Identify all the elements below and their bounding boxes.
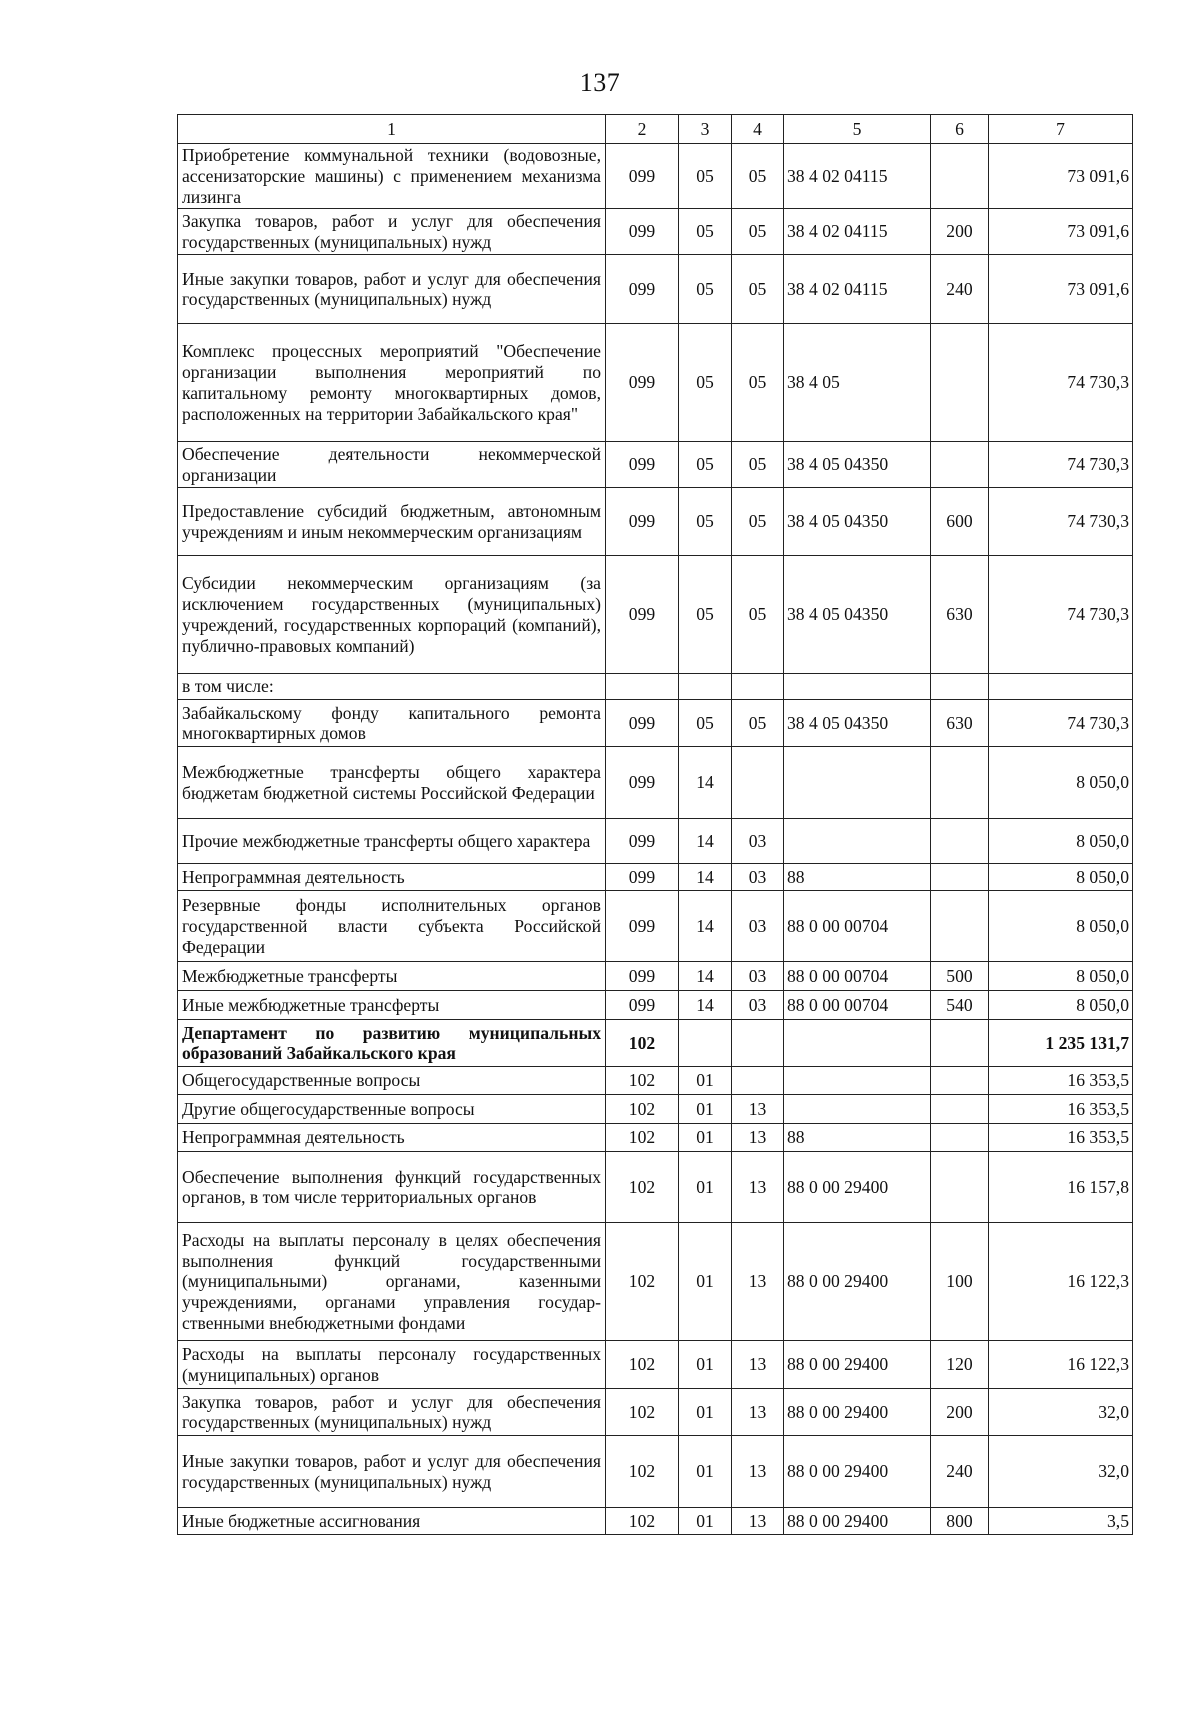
cell-amount: 32,0 (989, 1389, 1133, 1436)
cell-subsection: 03 (732, 891, 784, 962)
cell-ministry-code: 102 (606, 1020, 679, 1067)
cell-target-article (784, 1067, 931, 1095)
cell-subsection: 13 (732, 1095, 784, 1124)
cell-ministry-code: 099 (606, 819, 679, 864)
cell-expense-type: 800 (931, 1508, 989, 1535)
page-number: 137 (579, 68, 621, 97)
column-header: 7 (989, 115, 1133, 144)
cell-name: Приобретение коммунальной техники (водовозные, ассенизаторские машины) с применением механизма лизинга (178, 144, 606, 209)
cell-section: 01 (679, 1067, 732, 1095)
table-row (178, 1389, 1133, 1436)
header-row (178, 115, 1133, 144)
cell-amount: 16 157,8 (989, 1152, 1133, 1223)
cell-target-article: 38 4 02 04115 (784, 209, 931, 255)
cell-expense-type (931, 747, 989, 819)
cell-expense-type: 240 (931, 255, 989, 324)
cell-subsection: 13 (732, 1152, 784, 1223)
cell-target-article: 38 4 05 04350 (784, 488, 931, 556)
column-header: 2 (606, 115, 679, 144)
cell-expense-type: 540 (931, 991, 989, 1020)
table-row (178, 324, 1133, 442)
cell-expense-type: 200 (931, 1389, 989, 1436)
cell-expense-type: 500 (931, 962, 989, 991)
cell-amount: 8 050,0 (989, 991, 1133, 1020)
cell-expense-type: 600 (931, 488, 989, 556)
cell-target-article: 38 4 02 04115 (784, 255, 931, 324)
cell-expense-type: 630 (931, 700, 989, 747)
cell-section: 05 (679, 442, 732, 488)
table-row (178, 864, 1133, 891)
cell-target-article: 38 4 05 04350 (784, 700, 931, 747)
cell-ministry-code: 102 (606, 1095, 679, 1124)
cell-section: 01 (679, 1341, 732, 1389)
cell-expense-type (931, 324, 989, 442)
table-row (178, 556, 1133, 674)
cell-subsection: 05 (732, 700, 784, 747)
cell-name: Субсидии некоммерческим организациям (за исключением государственных (муниципальных) учреждений, государственных корпораций (компаний), публично-правовых компаний) (178, 556, 606, 674)
cell-amount: 73 091,6 (989, 209, 1133, 255)
cell-subsection: 03 (732, 819, 784, 864)
cell-target-article: 88 0 00 29400 (784, 1223, 931, 1341)
cell-target-article: 88 (784, 1124, 931, 1152)
table-row (178, 674, 1133, 700)
cell-section: 14 (679, 864, 732, 891)
table-row (178, 1223, 1133, 1341)
cell-ministry-code: 099 (606, 255, 679, 324)
cell-ministry-code: 102 (606, 1152, 679, 1223)
table-row (178, 1152, 1133, 1223)
cell-target-article (784, 819, 931, 864)
table-row (178, 255, 1133, 324)
cell-section: 05 (679, 488, 732, 556)
table-row (178, 891, 1133, 962)
cell-amount: 74 730,3 (989, 324, 1133, 442)
table-row (178, 747, 1133, 819)
cell-subsection: 05 (732, 488, 784, 556)
cell-expense-type: 120 (931, 1341, 989, 1389)
cell-name: Непрограммная деятельность (178, 1124, 606, 1152)
table-row (178, 1067, 1133, 1095)
cell-target-article: 38 4 05 04350 (784, 442, 931, 488)
cell-target-article (784, 1020, 931, 1067)
table-row (178, 488, 1133, 556)
cell-subsection: 13 (732, 1124, 784, 1152)
cell-amount: 8 050,0 (989, 747, 1133, 819)
cell-name: Межбюджетные трансферты общего характера бюджетам бюджетной системы Российской Федерации (178, 747, 606, 819)
cell-subsection: 13 (732, 1436, 784, 1508)
cell-amount: 8 050,0 (989, 962, 1133, 991)
cell-name: в том числе: (178, 674, 606, 700)
cell-amount: 73 091,6 (989, 255, 1133, 324)
cell-target-article: 38 4 05 (784, 324, 931, 442)
cell-name: Расходы на выплаты персоналу государственных (муниципальных) органов (178, 1341, 606, 1389)
cell-amount: 8 050,0 (989, 819, 1133, 864)
cell-subsection: 05 (732, 324, 784, 442)
cell-target-article: 38 4 05 04350 (784, 556, 931, 674)
cell-expense-type (931, 1067, 989, 1095)
cell-name: Закупка товаров, работ и услуг для обеспечения государственных (муниципальных) нужд (178, 209, 606, 255)
cell-section (679, 674, 732, 700)
table-row (178, 144, 1133, 209)
cell-amount: 16 353,5 (989, 1095, 1133, 1124)
cell-name: Закупка товаров, работ и услуг для обеспечения государственных (муниципальных) нужд (178, 1389, 606, 1436)
cell-name: Расходы на выплаты персоналу в целях обеспечения выполнения функций государственными (муниципальными) органами, казенными учреждениями, органами управления государственными внебюджетными фондами (178, 1223, 606, 1341)
cell-amount: 8 050,0 (989, 891, 1133, 962)
cell-section: 05 (679, 556, 732, 674)
cell-ministry-code: 099 (606, 209, 679, 255)
cell-section: 14 (679, 819, 732, 864)
cell-subsection (732, 1020, 784, 1067)
table-row (178, 1095, 1133, 1124)
table-row (178, 1020, 1133, 1067)
cell-subsection: 03 (732, 864, 784, 891)
cell-ministry-code: 102 (606, 1436, 679, 1508)
cell-name: Обеспечение деятельности некоммерческой организации (178, 442, 606, 488)
cell-section (679, 1020, 732, 1067)
cell-expense-type: 240 (931, 1436, 989, 1508)
cell-name: Иные бюджетные ассигнования (178, 1508, 606, 1535)
column-header: 6 (931, 115, 989, 144)
cell-amount: 74 730,3 (989, 556, 1133, 674)
cell-subsection: 13 (732, 1223, 784, 1341)
cell-section: 01 (679, 1508, 732, 1535)
cell-subsection: 05 (732, 556, 784, 674)
cell-name: Департамент по развитию муниципальных образований Забайкальского края (178, 1020, 606, 1067)
cell-ministry-code: 099 (606, 891, 679, 962)
cell-target-article: 38 4 02 04115 (784, 144, 931, 209)
cell-ministry-code: 099 (606, 747, 679, 819)
cell-subsection: 13 (732, 1389, 784, 1436)
cell-target-article (784, 674, 931, 700)
budget-table (177, 114, 1133, 1535)
cell-section: 01 (679, 1124, 732, 1152)
cell-section: 05 (679, 144, 732, 209)
column-header: 1 (178, 115, 606, 144)
cell-expense-type: 100 (931, 1223, 989, 1341)
cell-name: Иные закупки товаров, работ и услуг для обеспечения государственных (муниципальных) нужд (178, 255, 606, 324)
cell-section: 14 (679, 747, 732, 819)
cell-ministry-code: 099 (606, 144, 679, 209)
cell-subsection (732, 1067, 784, 1095)
cell-amount (989, 674, 1133, 700)
cell-name: Резервные фонды исполнительных органов государственной власти субъекта Российской Федерации (178, 891, 606, 962)
cell-ministry-code: 099 (606, 962, 679, 991)
cell-name: Межбюджетные трансферты (178, 962, 606, 991)
cell-ministry-code: 099 (606, 991, 679, 1020)
cell-amount: 74 730,3 (989, 488, 1133, 556)
cell-section: 01 (679, 1095, 732, 1124)
cell-name: Обеспечение выполнения функций государственных органов, в том числе территориальных органов (178, 1152, 606, 1223)
cell-amount: 74 730,3 (989, 700, 1133, 747)
cell-ministry-code: 102 (606, 1124, 679, 1152)
table-row (178, 700, 1133, 747)
column-header: 5 (784, 115, 931, 144)
cell-ministry-code (606, 674, 679, 700)
cell-section: 14 (679, 962, 732, 991)
cell-name: Иные закупки товаров, работ и услуг для обеспечения государственных (муниципальных) нужд (178, 1436, 606, 1508)
cell-target-article: 88 0 00 29400 (784, 1436, 931, 1508)
table-row (178, 1341, 1133, 1389)
cell-expense-type (931, 1152, 989, 1223)
cell-target-article: 88 0 00 29400 (784, 1389, 931, 1436)
cell-target-article (784, 1095, 931, 1124)
cell-subsection (732, 747, 784, 819)
cell-ministry-code: 099 (606, 556, 679, 674)
cell-name: Комплекс процессных мероприятий "Обеспечение организации выполнения мероприятий по капитальному ремонту многоквартирных домов, расположенных на территории Забайкальского края" (178, 324, 606, 442)
cell-amount: 16 122,3 (989, 1223, 1133, 1341)
table-row (178, 1124, 1133, 1152)
cell-name: Другие общегосударственные вопросы (178, 1095, 606, 1124)
cell-target-article: 88 (784, 864, 931, 891)
table-body (178, 144, 1133, 1535)
cell-section: 05 (679, 324, 732, 442)
cell-section: 14 (679, 891, 732, 962)
cell-section: 01 (679, 1436, 732, 1508)
cell-subsection: 03 (732, 962, 784, 991)
table-row (178, 819, 1133, 864)
cell-amount: 16 353,5 (989, 1067, 1133, 1095)
cell-amount: 3,5 (989, 1508, 1133, 1535)
cell-expense-type: 630 (931, 556, 989, 674)
table-row (178, 1436, 1133, 1508)
cell-amount: 16 122,3 (989, 1341, 1133, 1389)
cell-ministry-code: 102 (606, 1508, 679, 1535)
cell-expense-type (931, 891, 989, 962)
cell-target-article: 88 0 00 29400 (784, 1508, 931, 1535)
cell-ministry-code: 099 (606, 488, 679, 556)
cell-target-article: 88 0 00 00704 (784, 991, 931, 1020)
cell-amount: 32,0 (989, 1436, 1133, 1508)
cell-section: 01 (679, 1152, 732, 1223)
cell-name: Предоставление субсидий бюджетным, автономным учреждениям и иным некоммерческим организациям (178, 488, 606, 556)
table-row (178, 209, 1133, 255)
cell-ministry-code: 102 (606, 1223, 679, 1341)
cell-target-article: 88 0 00 29400 (784, 1152, 931, 1223)
table-row (178, 442, 1133, 488)
cell-section: 05 (679, 255, 732, 324)
cell-section: 01 (679, 1223, 732, 1341)
table-row (178, 1508, 1133, 1535)
cell-expense-type (931, 442, 989, 488)
cell-name: Общегосударственные вопросы (178, 1067, 606, 1095)
cell-expense-type (931, 819, 989, 864)
cell-amount: 74 730,3 (989, 442, 1133, 488)
cell-subsection: 03 (732, 991, 784, 1020)
cell-subsection: 05 (732, 209, 784, 255)
cell-amount: 8 050,0 (989, 864, 1133, 891)
cell-ministry-code: 099 (606, 324, 679, 442)
cell-expense-type (931, 1124, 989, 1152)
cell-subsection (732, 674, 784, 700)
cell-target-article (784, 747, 931, 819)
cell-target-article: 88 0 00 00704 (784, 962, 931, 991)
cell-expense-type (931, 674, 989, 700)
column-header: 4 (732, 115, 784, 144)
cell-subsection: 05 (732, 144, 784, 209)
cell-expense-type (931, 1020, 989, 1067)
cell-name: Иные межбюджетные трансферты (178, 991, 606, 1020)
cell-ministry-code: 099 (606, 700, 679, 747)
cell-expense-type (931, 1095, 989, 1124)
cell-section: 05 (679, 209, 732, 255)
cell-section: 14 (679, 991, 732, 1020)
cell-name: Забайкальскому фонду капитального ремонта многоквартирных домов (178, 700, 606, 747)
cell-subsection: 13 (732, 1508, 784, 1535)
cell-amount: 1 235 131,7 (989, 1020, 1133, 1067)
cell-section: 01 (679, 1389, 732, 1436)
cell-ministry-code: 099 (606, 442, 679, 488)
cell-name: Непрограммная деятельность (178, 864, 606, 891)
cell-ministry-code: 099 (606, 864, 679, 891)
cell-expense-type (931, 144, 989, 209)
cell-subsection: 05 (732, 255, 784, 324)
column-header: 3 (679, 115, 732, 144)
cell-expense-type: 200 (931, 209, 989, 255)
cell-target-article: 88 0 00 00704 (784, 891, 931, 962)
cell-name: Прочие межбюджетные трансферты общего характера (178, 819, 606, 864)
cell-subsection: 13 (732, 1341, 784, 1389)
table-row (178, 962, 1133, 991)
cell-target-article: 88 0 00 29400 (784, 1341, 931, 1389)
cell-expense-type (931, 864, 989, 891)
cell-amount: 16 353,5 (989, 1124, 1133, 1152)
cell-ministry-code: 102 (606, 1389, 679, 1436)
cell-ministry-code: 102 (606, 1067, 679, 1095)
cell-ministry-code: 102 (606, 1341, 679, 1389)
cell-amount: 73 091,6 (989, 144, 1133, 209)
table-row (178, 991, 1133, 1020)
cell-subsection: 05 (732, 442, 784, 488)
cell-section: 05 (679, 700, 732, 747)
